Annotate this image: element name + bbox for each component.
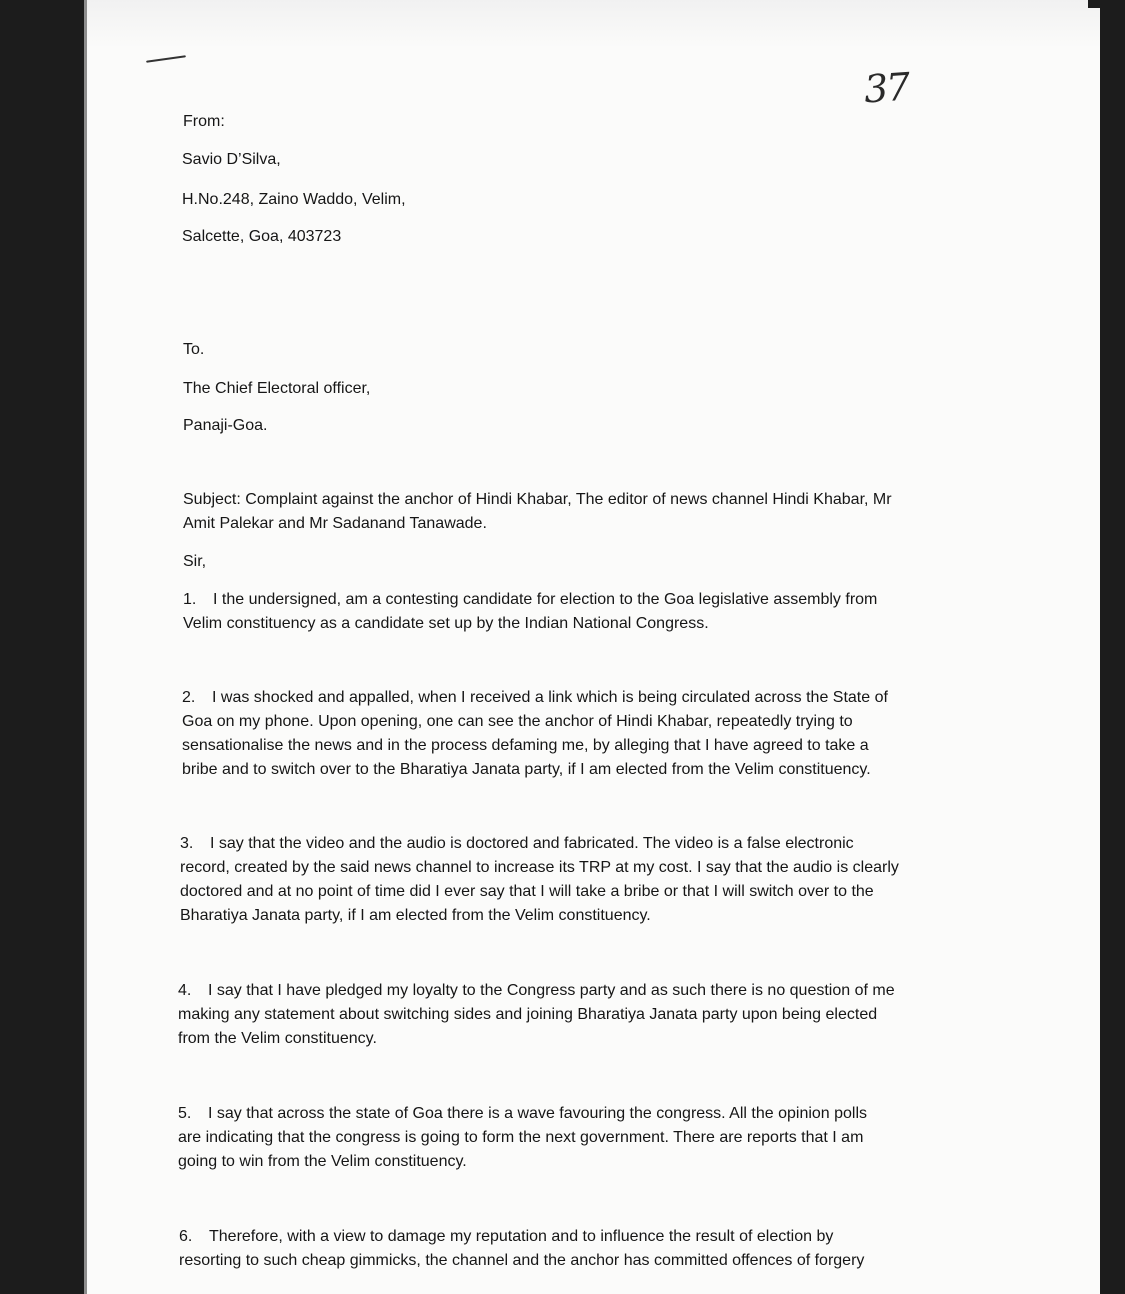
paragraph-number: 4. (178, 982, 192, 999)
paragraph-line: I say that the video and the audio is doctored and fabricated. The video is a false electronic (210, 835, 854, 852)
paragraph-line: Therefore, with a view to damage my reputation and to influence the result of election by (209, 1228, 834, 1245)
page-left-edge (84, 0, 87, 1294)
paragraph-1 (183, 588, 923, 636)
sender-address-line-1: H.No.248, Zaino Waddo, Velim, (182, 191, 406, 208)
paragraph-line: resorting to such cheap gimmicks, the channel and the anchor has committed offences of forgery (179, 1252, 865, 1269)
paragraph-line: are indicating that the congress is going to form the next government. There are reports that I am (178, 1129, 864, 1146)
paragraph-number: 6. (179, 1228, 193, 1245)
paragraph-line: I say that across the state of Goa there is a wave favouring the congress. All the opinion polls (208, 1105, 868, 1122)
to-label: To. (183, 341, 205, 358)
paragraph-line: making any statement about switching sides and joining Bharatiya Janata party upon being elected (178, 1006, 878, 1023)
paragraph-4 (178, 979, 918, 1051)
paragraph-6 (179, 1225, 919, 1273)
page-top-shadow (84, 0, 1100, 48)
document-page (84, 0, 1100, 1294)
paragraph-number: 1. (183, 591, 197, 608)
paragraph-line: from the Velim constituency. (178, 1030, 377, 1047)
paragraph-line: record, created by the said news channel to increase its TRP at my cost. I say that the audio is clearly (180, 859, 899, 876)
paragraph-number: 3. (180, 835, 194, 852)
paragraph-number: 5. (178, 1105, 192, 1122)
salutation: Sir, (183, 553, 207, 570)
paragraph-line: Goa on my phone. Upon opening, one can see the anchor of Hindi Khabar, repeatedly trying to (182, 713, 853, 730)
from-label: From: (183, 113, 225, 130)
paragraph-2 (182, 686, 922, 782)
paragraph-line: doctored and at no point of time did I ever say that I will take a bribe or that I will switch over to the (180, 883, 874, 900)
paragraph-3 (180, 832, 920, 928)
sender-address-line-2: Salcette, Goa, 403723 (182, 228, 342, 245)
corner-mark (1088, 0, 1100, 8)
paragraph-number: 2. (182, 689, 196, 706)
recipient-title: The Chief Electoral officer, (183, 380, 371, 397)
paragraph-line: I was shocked and appalled, when I received a link which is being circulated across the State of (212, 689, 888, 706)
pen-mark (146, 55, 186, 63)
sender-name: Savio D’Silva, (182, 151, 281, 168)
handwritten-page-number: 37 (862, 64, 910, 112)
paragraph-5 (178, 1102, 918, 1174)
subject-line-2: Amit Palekar and Mr Sadanand Tanawade. (183, 515, 487, 532)
paragraph-line: going to win from the Velim constituency. (178, 1153, 467, 1170)
subject (183, 488, 943, 536)
recipient-place: Panaji-Goa. (183, 417, 268, 434)
paragraph-line: Velim constituency as a candidate set up by the Indian National Congress. (183, 615, 709, 632)
paragraph-line: bribe and to switch over to the Bharatiya Janata party, if I am elected from the Velim constituency. (182, 761, 871, 778)
subject-line-1: Subject: Complaint against the anchor of Hindi Khabar, The editor of news channel Hindi Khabar, Mr (183, 491, 892, 508)
paragraph-line: I say that I have pledged my loyalty to the Congress party and as such there is no question of me (208, 982, 895, 999)
paragraph-line: Bharatiya Janata party, if I am elected from the Velim constituency. (180, 907, 651, 924)
paragraph-line: sensationalise the news and in the process defaming me, by alleging that I have agreed to take a (182, 737, 869, 754)
paragraph-line: I the undersigned, am a contesting candidate for election to the Goa legislative assembly from (213, 591, 878, 608)
